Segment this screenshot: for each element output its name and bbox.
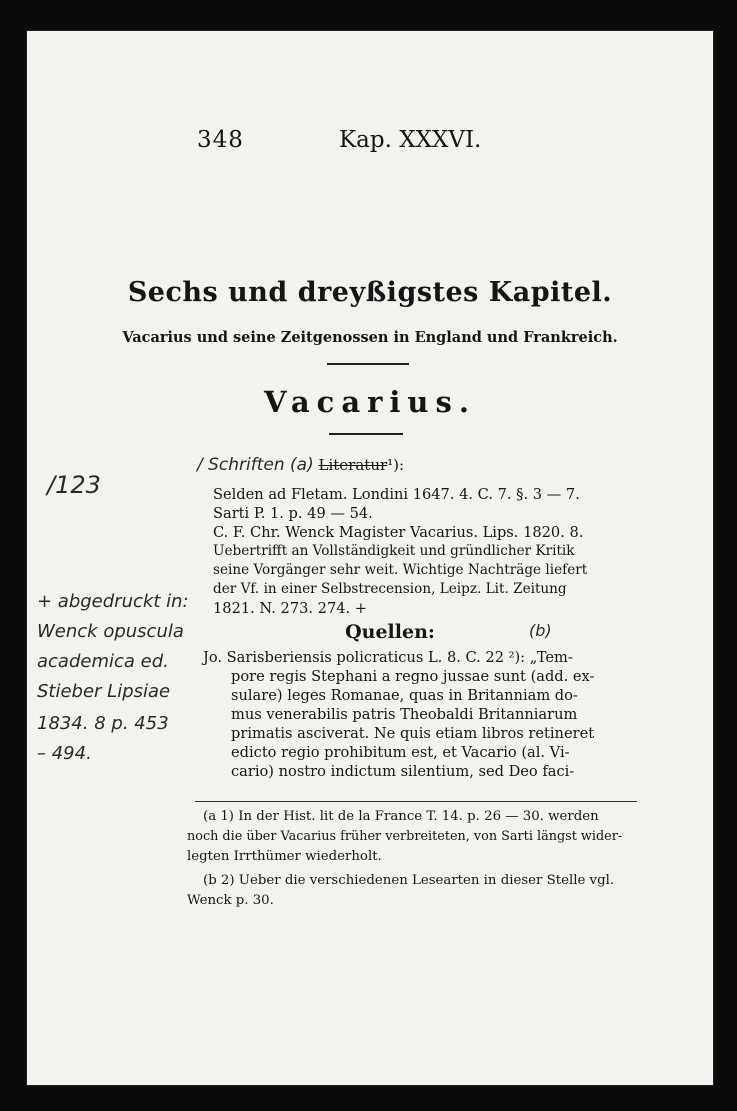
- struck-heading: Literatur: [318, 456, 388, 474]
- margin-shelf-mark: /123: [47, 471, 101, 499]
- margin-annotation-line: + abgedruckt in:: [37, 591, 189, 612]
- divider-rule: [327, 363, 409, 365]
- footnote-marker: ¹):: [387, 456, 405, 474]
- margin-annotation-line: – 494.: [37, 743, 92, 764]
- section-title: Vacarius.: [264, 385, 476, 419]
- divider-rule: [329, 433, 403, 435]
- quellen-line: sulare) leges Romanae, quas in Britanniam do-: [231, 687, 578, 704]
- quellen-line: mus venerabilis patris Theobaldi Britanniarum: [231, 706, 578, 723]
- margin-annotation-line: 1834. 8 p. 453: [37, 713, 169, 734]
- margin-annotation-line: Wenck opuscula: [37, 621, 184, 642]
- literatur-line: 1821. N. 273. 274. +: [213, 600, 368, 617]
- quellen-line: pore regis Stephani a regno jussae sunt (add. ex-: [231, 668, 595, 685]
- footnote-line: noch die über Vacarius früher verbreiteten, von Sarti längst wider-: [187, 829, 623, 844]
- quellen-line: edicto regio prohibitum est, et Vacario (al. Vi-: [231, 744, 570, 761]
- literatur-line: Uebertrifft an Vollständigkeit und gründlicher Kritik: [213, 543, 575, 559]
- footnote-rule: [195, 801, 637, 802]
- footnote-line: Wenck p. 30.: [187, 893, 274, 908]
- running-title: Kap. XXXVI.: [339, 127, 482, 153]
- handwritten-mark: (b): [529, 621, 552, 640]
- quellen-line: Jo. Sarisberiensis policraticus L. 8. C. 22 ²): „Tem-: [203, 649, 573, 666]
- literatur-heading: [197, 455, 404, 475]
- margin-annotation-line: Stieber Lipsiae: [37, 681, 171, 702]
- chapter-subtitle: Vacarius und seine Zeitgenossen in England und Frankreich.: [122, 329, 618, 346]
- literatur-line: Selden ad Fletam. Londini 1647. 4. C. 7. §. 3 — 7.: [213, 486, 580, 503]
- literatur-line: der Vf. in einer Selbstrecension, Leipz. Lit. Zeitung: [213, 581, 567, 597]
- margin-annotation-line: academica ed.: [37, 651, 169, 672]
- quellen-heading: Quellen:: [345, 621, 435, 643]
- literatur-line: C. F. Chr. Wenck Magister Vacarius. Lips. 1820. 8.: [213, 524, 584, 541]
- book-page: [26, 30, 714, 1086]
- chapter-title: Sechs und dreyßigstes Kapitel.: [127, 277, 613, 308]
- footnote-line: legten Irrthümer wiederholt.: [187, 849, 382, 864]
- footnote-line: (b 2) Ueber die verschiedenen Lesearten in dieser Stelle vgl.: [203, 873, 615, 888]
- footnote-line: (a 1) In der Hist. lit de la France T. 14. p. 26 — 30. werden: [203, 809, 599, 824]
- quellen-line: primatis asciverat. Ne quis etiam libros retineret: [231, 725, 595, 742]
- page-number: 348: [197, 127, 244, 153]
- handwritten-correction: / Schriften (a): [197, 455, 314, 475]
- literatur-line: seine Vorgänger sehr weit. Wichtige Nachträge liefert: [213, 562, 588, 578]
- literatur-line: Sarti P. 1. p. 49 — 54.: [213, 505, 373, 522]
- quellen-line: cario) nostro indictum silentium, sed Deo faci-: [231, 763, 575, 780]
